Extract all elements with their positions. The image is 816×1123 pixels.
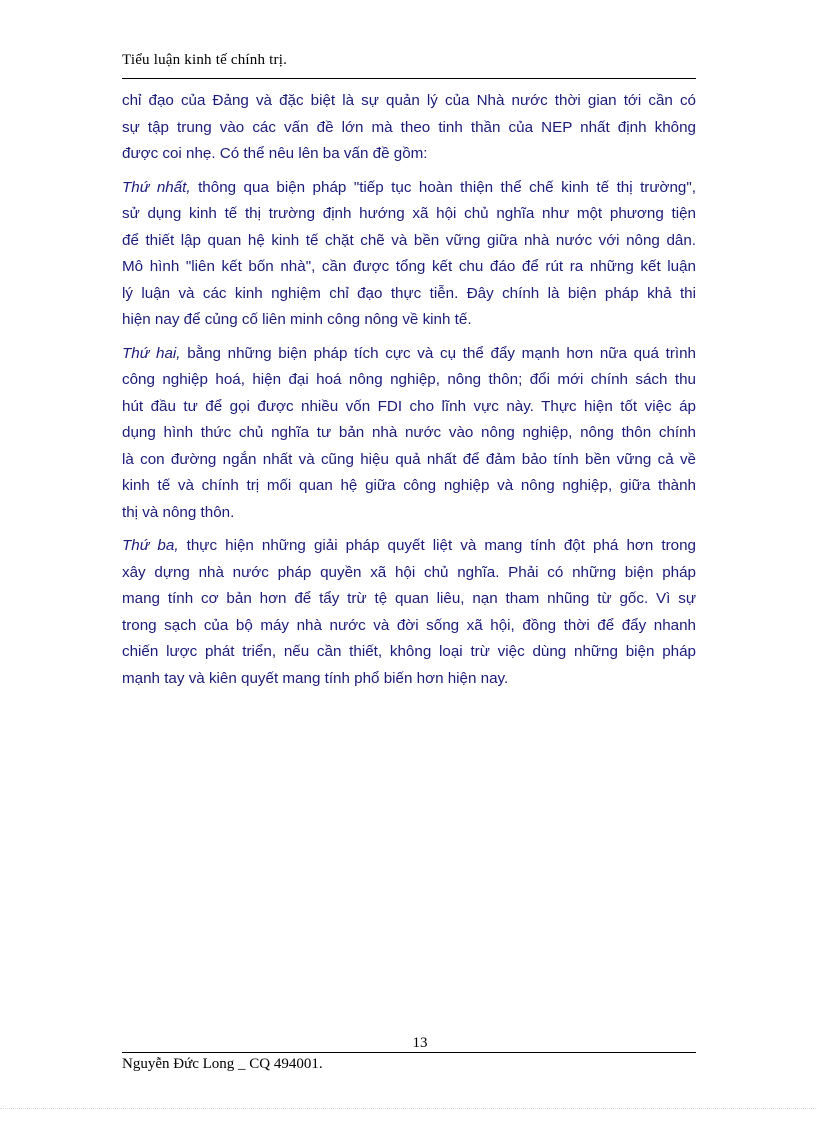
text-run: bằng những biện pháp tích cực và cụ thể đẩy mạnh hơn nữa quá trình: [180, 344, 696, 362]
text-line: xây dựng nhà nước pháp quyền xã hội chủ nghĩa. Phải có những biện pháp: [122, 563, 696, 581]
paragraph-third-point: [122, 533, 696, 692]
page-number: 13: [412, 1035, 428, 1051]
text-line: hiện nay để củng cố liên minh công nông về kinh tế.: [122, 311, 472, 328]
paragraph-lead: Thứ hai,: [122, 344, 181, 362]
running-footer: Nguyễn Đức Long _ CQ 494001.: [122, 1056, 323, 1072]
paragraph-first-point: [122, 175, 696, 334]
header-rule: [122, 78, 696, 79]
paragraph-lead: Thứ nhất,: [122, 178, 191, 196]
text-line: chỉ đạo của Đảng và đặc biệt là sự quản lý của Nhà nước thời gian tới cần có: [122, 92, 696, 109]
text-line: [122, 533, 696, 560]
text-line: mang tính cơ bản hơn để tẩy trừ tệ quan liêu, nạn tham nhũng từ gốc. Vì sự: [122, 590, 696, 607]
text-run: thực hiện những giải pháp quyết liệt và mang tính đột phá hơn trong: [178, 537, 696, 554]
text-line: sự tập trung vào các vấn đề lớn mà theo tinh thần của NEP nhất định không: [122, 118, 696, 136]
text-line: dụng hình thức chủ nghĩa tư bản nhà nước vào nông nghiệp, nông thôn chính: [122, 424, 696, 441]
text-line: thị và nông thôn.: [122, 503, 235, 521]
text-run: thông qua biện pháp "tiếp tục hoàn thiện thể chế kinh tế thị trường",: [190, 178, 696, 196]
text-line: được coi nhẹ. Có thể nêu lên ba vấn đề gồm:: [122, 145, 428, 162]
text-line: lý luận và các kinh nghiệm chỉ đạo thực tiễn. Đây chính là biện pháp khả thi: [122, 284, 696, 302]
paragraph-second-point: [122, 341, 696, 527]
text-line: trong sạch của bộ máy nhà nước và đời sống xã hội, đồng thời để đẩy nhanh: [122, 616, 696, 634]
text-line: công nghiệp hoá, hiện đại hoá nông nghiệp, nông thôn; đổi mới chính sách thu: [122, 371, 696, 388]
text-line: chiến lược phát triển, nếu cần thiết, không loại trừ việc dùng những biện pháp: [122, 643, 696, 660]
text-line: để thiết lập quan hệ kinh tế chặt chẽ và bền vững giữa nhà nước với nông dân.: [122, 231, 696, 249]
footer-rule: [122, 1052, 696, 1053]
page-edge: [0, 1108, 816, 1109]
body-text: [122, 88, 696, 699]
running-header: Tiểu luận kinh tế chính trị.: [122, 52, 288, 68]
text-line: [122, 341, 696, 368]
text-line: là con đường ngắn nhất và cũng hiệu quả nhất để đảm bảo tính bền vững cả về: [122, 450, 696, 468]
intro-paragraph: [122, 88, 696, 168]
text-line: Mô hình "liên kết bốn nhà", cần được tổng kết chu đáo để rút ra những kết luận: [122, 258, 696, 275]
text-line: kinh tế và chính trị mối quan hệ giữa công nghiệp và nông nghiệp, giữa thành: [122, 477, 696, 494]
text-line: sử dụng kinh tế thị trường định hướng xã hội chủ nghĩa như một phương tiện: [122, 205, 696, 222]
text-line: [122, 175, 696, 202]
text-line: hút đầu tư để gọi được nhiều vốn FDI cho lĩnh vực này. Thực hiện tốt việc áp: [122, 397, 696, 415]
paragraph-lead: Thứ ba,: [122, 537, 179, 554]
text-line: mạnh tay và kiên quyết mang tính phổ biến hơn hiện nay.: [122, 669, 509, 687]
